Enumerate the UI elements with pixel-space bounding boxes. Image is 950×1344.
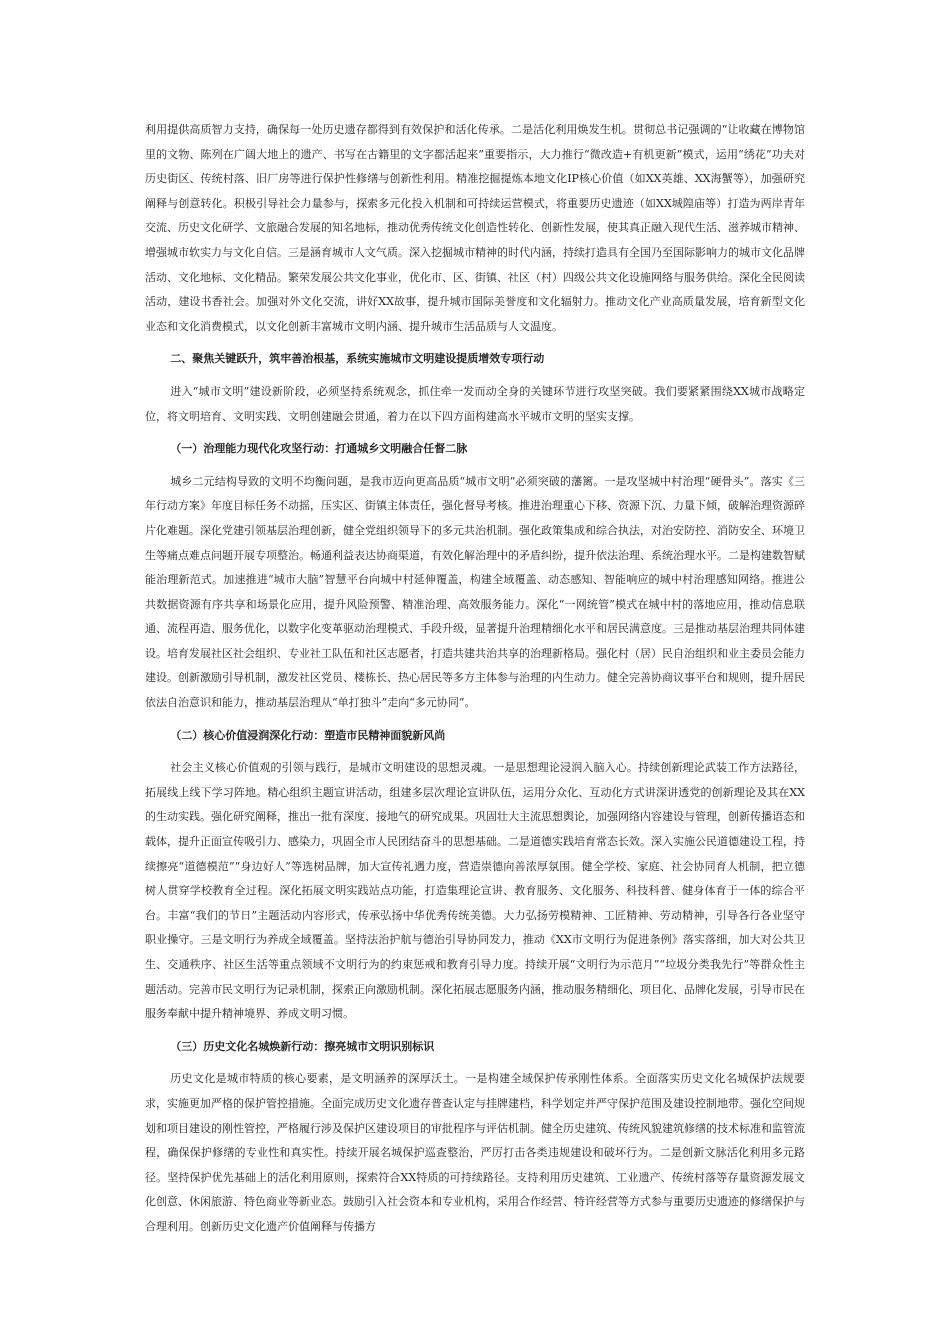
paragraph-governance: 城乡二元结构导致的文明不均衡问题，是我市迈向更高品质“城市文明”必须突破的藩篱。一是攻坚城中村治理“硬骨头”。落实《三年行动方案》年度目标任务不动摇，压实区、街镇主体责任，强化督导考核。推进治理重心下移、资源下沉、力量下倾，破解治理资源碎片化难题。深化党建引领基层治理创新，健全党组织领导下的多元共治机制。强化政策集成和综合执法，对治安防控、消防安全、环境卫生等痛点难点问题开展专项整治。畅通利益表达协商渠道，有效化解治理中的矛盾纠纷，提升依法治理、系统治理水平。二是构建数智赋能治理新范式。加速推进“城市大脑”智慧平台向城中村延伸覆盖，构建全域覆盖、动态感知、智能响应的城中村治理感知网络。推进公共数据资源有序共享和场景化应用，提升风险预警、精准治理、高效服务能力。深化“一网统管”模式在城中村的落地应用，推动信息联通、流程再造、服务优化，以数字化变革驱动治理模式、手段升级，显著提升治理精细化水平和居民满意度。三是推动基层治理共同体建设。培育发展社区社会组织、专业社工队伍和社区志愿者，打造共建共治共享的治理新格局。强化村（居）民自治组织和业主委员会能力建设。创新激励引导机制，激发社区党员、楼栋长、热心居民等多方主体参与治理的内生动力。健全完善协商议事平台和规则，提升居民依法自治意识和能力，推动基层治理从“单打独斗”走向“多元协同”。 [145, 474, 805, 710]
paragraph-core-values: 社会主义核心价值观的引领与践行，是城市文明建设的思想灵魂。一是思想理论浸润入脑入心。持续创新理论武装工作方法路径，拓展线上线下学习阵地。精心组织主题宣讲活动，组建多层次理论宣讲队伍，运用分众化、互动化方式讲深讲透党的创新理论及其在XX的生动实践。强化研究阐释，推出一批有深度、接地气的研究成果。巩固壮大主流思想舆论，加强网络内容建设与管理，创新传播语态和载体，提升正面宣传吸引力、感染力，巩固全市人民团结奋斗的思想基础。二是道德实践培育常态长效。深入实施公民道德建设工程，持续擦亮“道德模范”“身边好人”等选树品牌，加大宣传礼遇力度，营造崇德向善浓厚氛围。健全学校、家庭、社会协同育人机制，把立德树人贯穿学校教育全过程。深化拓展文明实践站点功能，打造集理论宣讲、教育服务、文化服务、科技科普、健身体育于一体的综合平台。丰富“我们的节日”主题活动内容形式，传承弘扬中华优秀传统美德。大力弘扬劳模精神、工匠精神、劳动精神，引导各行各业坚守职业操守。三是文明行为养成全域覆盖。坚持法治护航与德治引导协同发力，推动《XX市文明行为促进条例》落实落细，加大对公共卫生、交通秩序、社区生活等重点领域不文明行为的约束惩戒和教育引导力度。持续开展“文明行为示范月”“垃圾分类我先行”等群众性主题活动。完善市民文明行为记录机制，探索正向激励机制。深化拓展志愿服务内涵，推动服务精细化、项目化、品牌化发展，引导市民在服务奉献中提升精神境界、养成文明习惯。 [145, 761, 805, 1021]
section-heading-2: 二、聚焦关键跃升，筑牢善治根基，系统实施城市文明建设提质增效专项行动 [170, 352, 545, 366]
paragraph-section-2-intro: 进入“城市文明”建设新阶段，必须坚持系统观念，抓住牵一发而动全身的关键环节进行攻坚突破。我们要紧紧围绕XX城市战略定位，将文明培育、文明实践、文明创建融会贯通，着力在以下四方面构建高水平城市文明的坚实支撑。 [145, 384, 805, 423]
subsection-heading-2: （二）核心价值浸润深化行动：塑造市民精神面貌新风尚 [170, 728, 446, 742]
paragraph-heritage-continued: 利用提供高质智力支持，确保每一处历史遗存都得到有效保护和活化传承。二是活化利用焕发生机。贯彻总书记强调的“让收藏在博物馆里的文物、陈列在广阔大地上的遗产、书写在古籍里的文字都活起来”重要指示，大力推行“微改造+有机更新”模式，运用“绣花”功夫对历史街区、传统村落、旧厂房等进行保护性修缮与创新性利用。精准挖掘提炼本地文化IP核心价值（如XX英雄、XX海蟹等），加强研究阐释与创意转化。积极引导社会力量参与，探索多元化投入机制和可持续运营模式，将重要历史遗迹（如XX城隍庙等）打造为两岸青年交流、历史文化研学、文旅融合发展的知名地标，推动优秀传统文化创造性转化、创新性发展，使其真正融入现代生活、滋养城市精神、增强城市软实力与文化自信。三是涵育城市人文气质。深入挖掘城市精神的时代内涵，持续打造具有全国乃至国际影响力的城市文化品牌活动、文化地标、文化精品。繁荣发展公共文化事业，优化市、区、街镇、社区（村）四级公共文化设施网络与服务供给。深化全民阅读活动，建设书香社会。加强对外文化交流，讲好XX故事，提升城市国际美誉度和文化辐射力。推动文化产业高质量发展，培育新型文化业态和文化消费模式，以文化创新丰富城市文明内涵、提升城市生活品质与人文温度。 [145, 123, 805, 333]
paragraph-historic-city: 历史文化是城市特质的核心要素，是文明涵养的深厚沃土。一是构建全域保护传承刚性体系。全面落实历史文化名城保护法规要求，实施更加严格的保护管控措施。全面完成历史文化遗存普查认定与挂牌建档，科学划定并严守保护范围及建设控制地带。强化空间规划和项目建设的刚性管控，严格履行涉及保护区建设项目的审批程序与评估机制。健全历史建筑、传统风貌建筑修缮的技术标准和监管流程，确保保护修缮的专业性和真实性。持续开展名城保护巡查整治，严厉打击各类违规建设和破坏行为。二是创新文脉活化利用多元路径。坚持保护优先基础上的活化利用原则，探索符合XX特质的可持续路径。支持利用历史建筑、工业遗产、传统村落等存量资源发展文化创意、休闲旅游、特色商业等新业态。鼓励引入社会资本和专业机构，采用合作经营、特许经营等方式参与重要历史遗迹的修缮保护与合理利用。创新历史文化遗产价值阐释与传播方 [145, 1072, 805, 1233]
subsection-heading-3: （三）历史文化名城焕新行动：擦亮城市文明识别标识 [170, 1039, 435, 1053]
subsection-heading-1: （一）治理能力现代化攻坚行动：打通城乡文明融合任督二脉 [170, 442, 468, 456]
